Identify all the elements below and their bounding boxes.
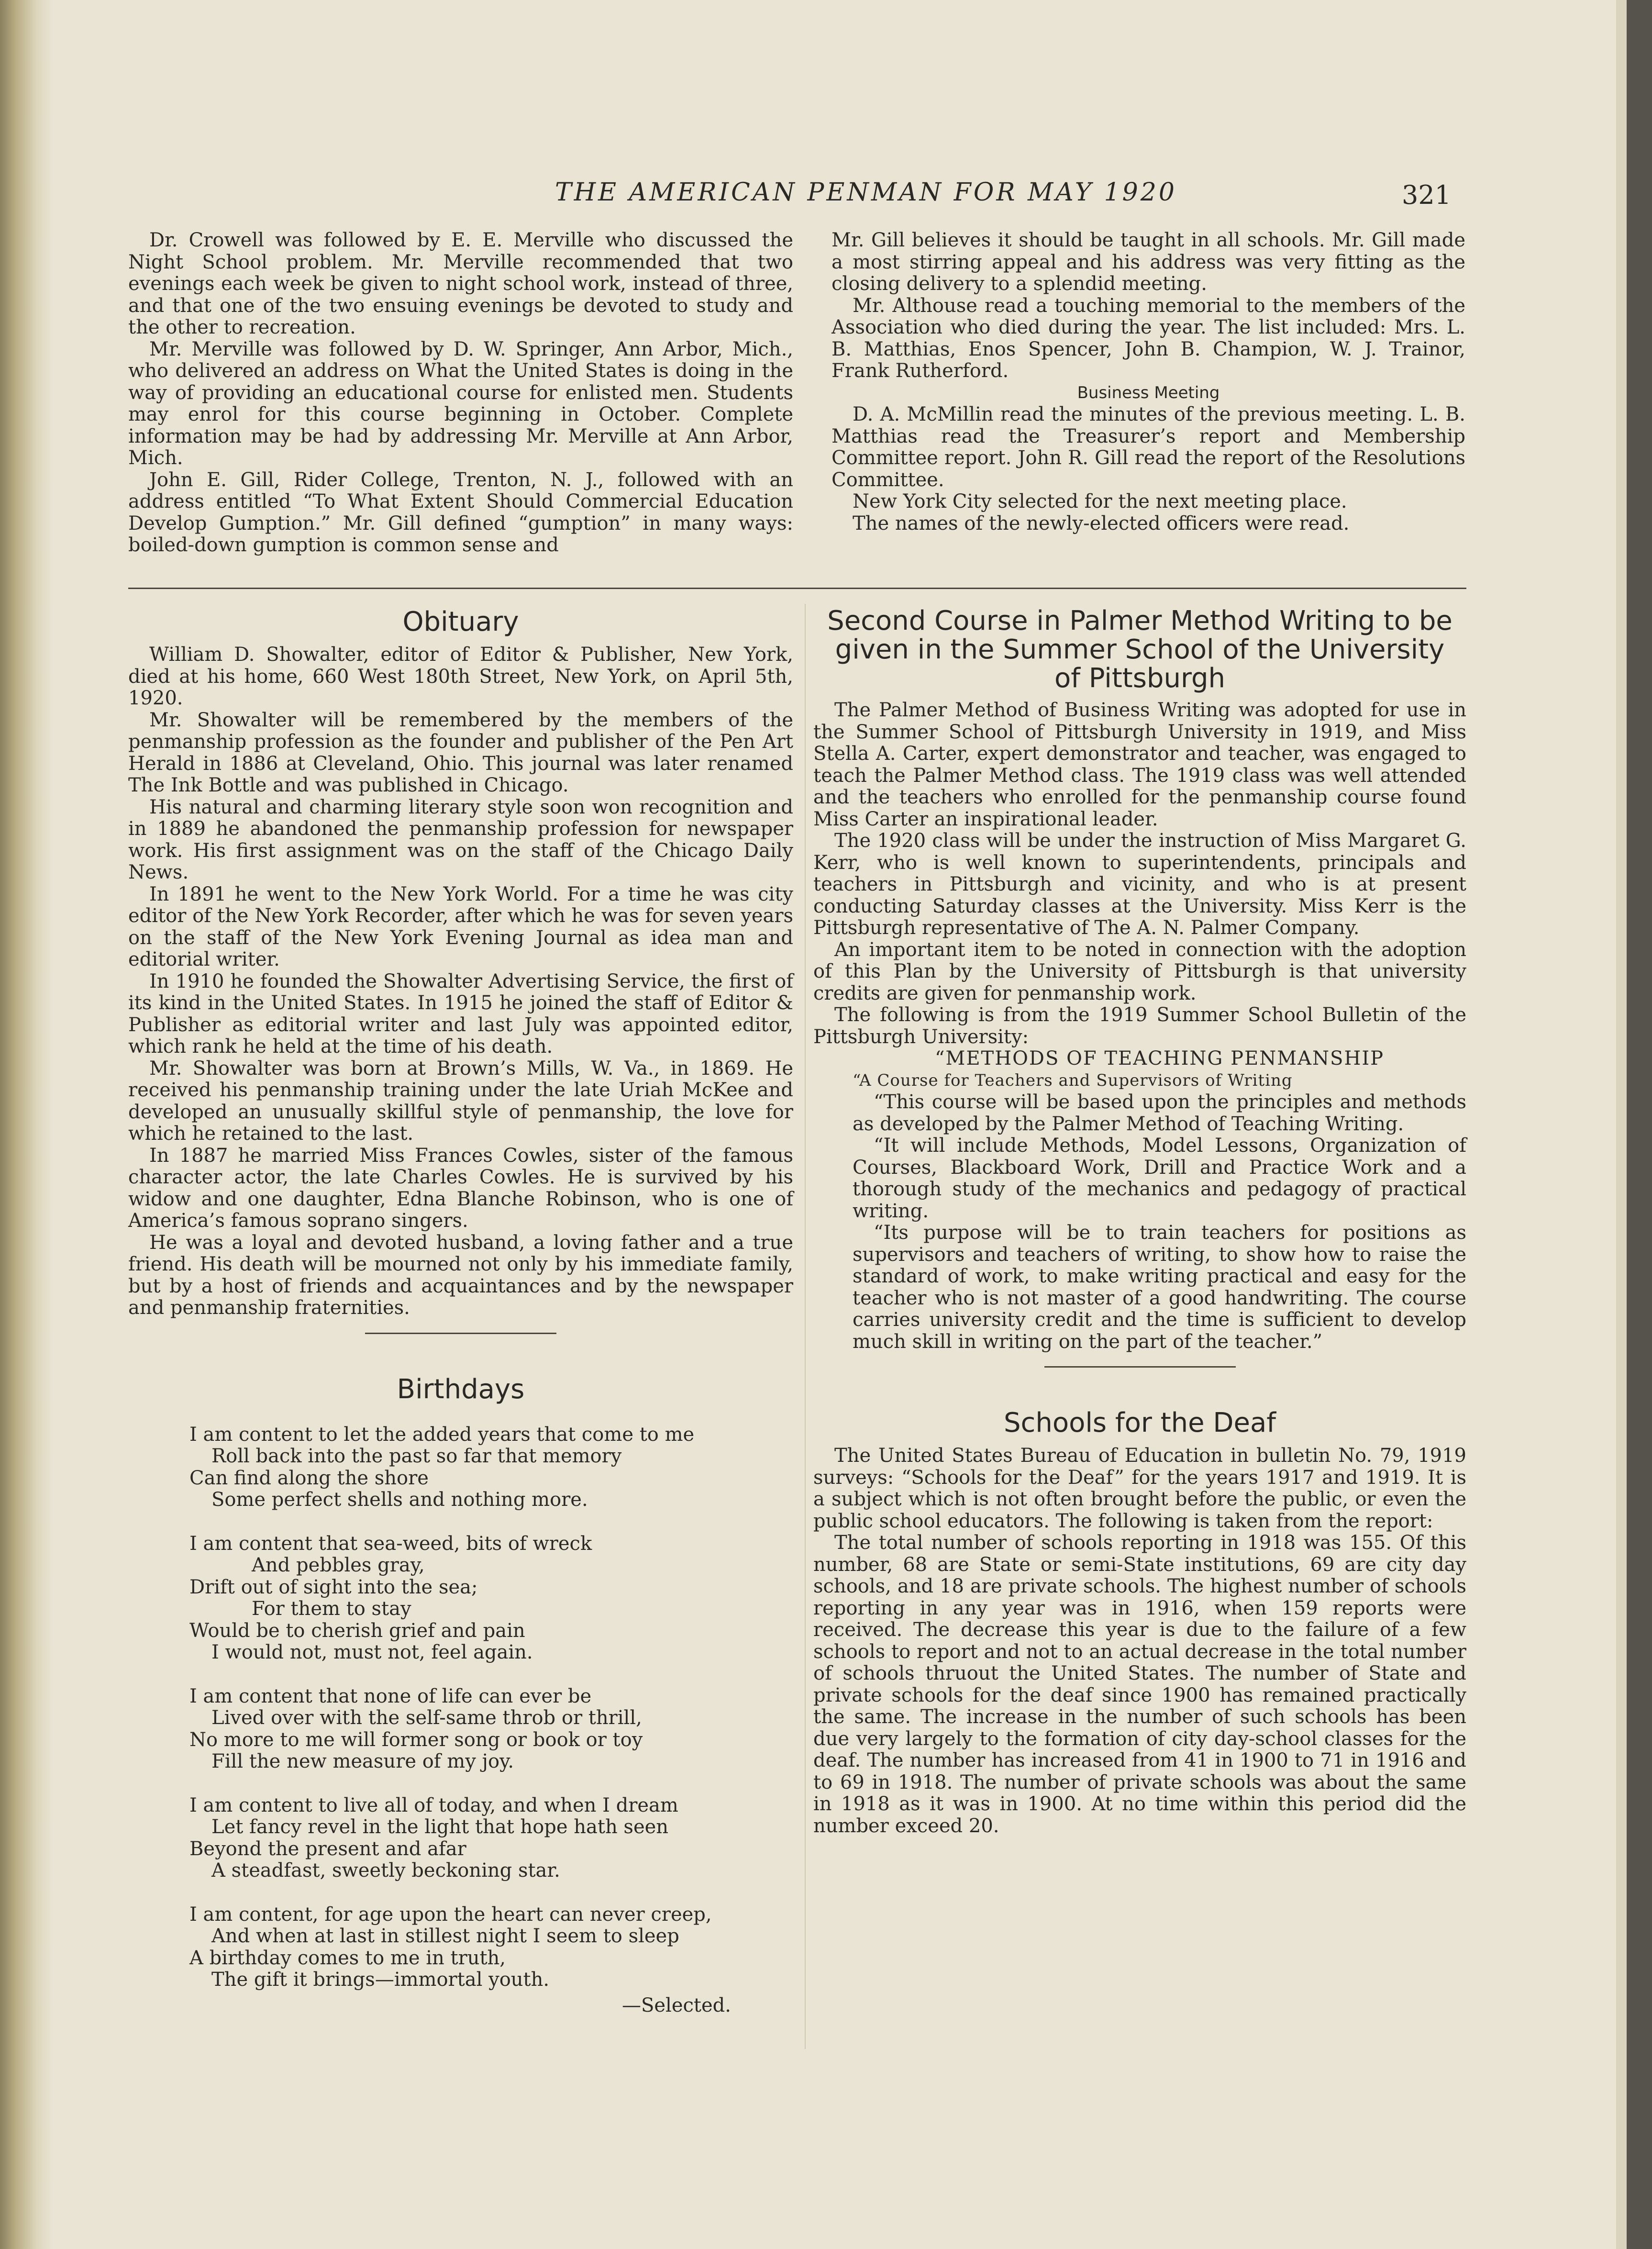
poem-line: Let fancy revel in the light that hope hath seen [211, 1816, 669, 1838]
poem-line: And when at last in stillest night I seem to sleep [211, 1925, 679, 1947]
paragraph: William D. Showalter, editor of Editor & Publisher, New York, died at his home, 660 West 180th Street, New York, on April 5th, 1920. [128, 644, 793, 709]
poem-stanza [189, 1533, 793, 1664]
poem-line: Fill the new measure of my joy. [211, 1750, 514, 1772]
paragraph: In 1910 he founded the Showalter Advertising Service, the first of its kind in the United States. In 1915 he joined the staff of Editor & Publisher as editorial writer and last July was appointed editor, which rank he held at the time of his death. [128, 970, 793, 1058]
paragraph: “This course will be based upon the principles and methods as developed by the Palmer Method of Teaching Writing. [853, 1091, 1466, 1135]
paragraph: His natural and charming literary style soon won recognition and in 1889 he abandoned the penmanship profession for newspaper work. His first assignment was on the staff of the Chicago Daily News. [128, 796, 793, 883]
poem-line: And pebbles gray, [252, 1554, 425, 1576]
palmer-deaf-column [813, 607, 1466, 1837]
poem-line: A birthday comes to me in truth, [189, 1947, 506, 1969]
deaf-schools-title: Schools for the Deaf [1004, 1407, 1276, 1438]
poem-line: I am content to live all of today, and when I dream [189, 1794, 678, 1816]
page-edge [1616, 0, 1627, 2249]
quote-subheading: “A Course for Teachers and Supervisors of Writing [853, 1070, 1293, 1090]
paragraph: Mr. Althouse read a touching memorial to the members of the Association who died during the year. The list included: Mrs. L. B. Matthias, Enos Spencer, John B. Champion, W. J. Trainor, Frank Rutherford. [832, 294, 1465, 382]
poem-stanza [189, 1904, 793, 1991]
birthdays-title: Birthdays [397, 1373, 525, 1405]
poem-attribution: —Selected. [621, 1994, 731, 2016]
poem-line: Drift out of sight into the sea; [189, 1576, 478, 1598]
paragraph: He was a loyal and devoted husband, a loving father and a true friend. His death will be mourned not only by his immediate family, but by a host of friends and acquaintances and by the newspaper and penmanship fraternities. [128, 1231, 793, 1319]
poem-line: I am content that none of life can ever be [189, 1685, 592, 1707]
poem-line: I am content that sea-weed, bits of wreck [189, 1532, 592, 1555]
poem-line: Can find along the shore [189, 1467, 429, 1489]
column-divider [805, 604, 806, 2049]
paragraph: The total number of schools reporting in 1918 was 155. Of this number, 68 are State or semi-State institutions, 69 are city day schools, and 18 are private schools. The highest number of schools reporting in any year was in 1916, when 159 reports were received. The decrease this year is due to the failure of a few schools to report and not to an actual decrease in the total number of schools thruout the United States. The number of State and private schools for the deaf since 1900 has remained practically the same. The increase in the number of such schools has been due very largely to the formation of city day-school classes for the deaf. The number has increased from 41 in 1900 to 71 in 1916 and to 69 in 1918. The number of private schools was about the same in 1918 as it was in 1900. At no time within this period did the number exceed 20. [813, 1532, 1466, 1837]
poem-line: A steadfast, sweetly beckoning star. [211, 1859, 560, 1882]
poem-line: Lived over with the self-same throb or thrill, [211, 1707, 642, 1729]
obituary-birthdays-column [128, 607, 793, 2016]
second-course-title: Second Course in Palmer Method Writing to be given in the Summer School of the University of Pittsburgh [827, 605, 1452, 694]
business-meeting-heading: Business Meeting [1077, 383, 1220, 402]
paragraph: Mr. Showalter will be remembered by the members of the penmanship profession as the founder and publisher of the Pen Art Herald in 1886 at Cleveland, Ohio. This journal was later renamed The Ink Bottle and was published in Chicago. [128, 709, 793, 796]
poem-line: Beyond the present and afar [189, 1837, 466, 1860]
short-divider [1044, 1366, 1236, 1368]
poem-line: I am content to let the added years that come to me [189, 1423, 695, 1446]
short-divider [365, 1333, 556, 1334]
paragraph: Mr. Gill believes it should be taught in all schools. Mr. Gill made a most stirring appeal and his address was very fitting as the closing delivery to a splendid meeting. [832, 229, 1465, 295]
poem-line: I am content, for age upon the heart can never creep, [189, 1903, 712, 1926]
binding-shadow [0, 0, 53, 2249]
meeting-report-right-column [832, 230, 1465, 534]
poem-stanza [189, 1424, 793, 1511]
paragraph: In 1891 he went to the New York World. For a time he was city editor of the New York Recorder, after which he was for seven years on the staff of the New York Evening Journal as idea man and editorial writer. [128, 883, 793, 970]
section-divider [128, 588, 1466, 589]
poem-line: Roll back into the past so far that memory [211, 1445, 622, 1467]
paragraph: The Palmer Method of Business Writing was adopted for use in the Summer School of Pittsburgh University in 1919, and Miss Stella A. Carter, expert demonstrator and teacher, was engaged to teach the Palmer Method class. The 1919 class was well attended and the teachers who enrolled for the penmanship course found Miss Carter an inspirational leader. [813, 699, 1466, 830]
paragraph: The United States Bureau of Education in bulletin No. 79, 1919 surveys: “Schools for the Deaf” for the years 1917 and 1919. It is a subject which is not often brought before the public, or even the public school educators. The following is taken from the report: [813, 1445, 1466, 1532]
paragraph: New York City selected for the next meeting place. [853, 490, 1347, 512]
paragraph: Dr. Crowell was followed by E. E. Merville who discussed the Night School problem. Mr. Merville recommended that two evenings each week be given to night school work, instead of three, and that one of the two ensuing evenings be devoted to study and the other to recreation. [128, 229, 793, 338]
quote-heading: “METHODS OF TEACHING PENMANSHIP [934, 1047, 1385, 1069]
paragraph: D. A. McMillin read the minutes of the previous meeting. L. B. Matthias read the Treasurer’s report and Membership Committee report. John R. Gill read the report of the Resolutions Committee. [832, 403, 1465, 491]
paragraph: Mr. Showalter was born at Brown’s Mills, W. Va., in 1869. He received his penmanship training under the late Uriah McKee and developed an unusually skillful style of penmanship, the love for which he retained to the last. [128, 1057, 793, 1145]
poem-stanza [189, 1795, 793, 1882]
bulletin-quote [853, 1048, 1466, 1353]
paragraph: An important item to be noted in connection with the adoption of this Plan by the University of Pittsburgh is that university credits are given for penmanship work. [813, 938, 1466, 1004]
poem-line: For them to stay [252, 1598, 411, 1620]
paragraph: In 1887 he married Miss Frances Cowles, sister of the famous character actor, the late Charles Cowles. He is survived by his widow and one daughter, Edna Blanche Robinson, who is one of America’s famous soprano singers. [128, 1144, 793, 1232]
paragraph: The following is from the 1919 Summer School Bulletin of the Pittsburgh University: [813, 1004, 1466, 1048]
poem-line: Some perfect shells and nothing more. [211, 1489, 588, 1511]
running-head: THE AMERICAN PENMAN FOR MAY 1920 [555, 178, 1177, 207]
poem-line: I would not, must not, feel again. [211, 1641, 533, 1663]
poem-line: The gift it brings—immortal youth. [211, 1969, 550, 1991]
paragraph: The 1920 class will be under the instruction of Miss Margaret G. Kerr, who is well known to superintendents, principals and teachers in Pittsburgh and vicinity, and who is at present conducting Saturday classes at the University. Miss Kerr is the Pittsburgh representative of The A. N. Palmer Company. [813, 830, 1466, 939]
paragraph: John E. Gill, Rider College, Trenton, N. J., followed with an address entitled “To What Extent Should Commercial Education Develop Gumption.” Mr. Gill defined “gumption” in many ways: boiled-down gumption is common sense and [128, 468, 793, 556]
obituary-title: Obituary [402, 606, 519, 637]
poem-line: No more to me will former song or book or toy [189, 1728, 643, 1751]
birthdays-poem [189, 1424, 793, 1991]
paragraph: Mr. Merville was followed by D. W. Springer, Ann Arbor, Mich., who delivered an address on What the United States is doing in the way of providing an educational course for enlisted men. Students may enrol for this course beginning in October. Complete information may be had by addressing Mr. Merville at Ann Arbor, Mich. [128, 338, 793, 469]
page-number: 321 [1402, 180, 1452, 210]
paragraph: “Its purpose will be to train teachers for positions as supervisors and teachers of writing, to show how to raise the standard of work, to make writing practical and easy for the teacher who is not master of a good handwriting. The course carries university credit and the time is sufficient to develop much skill in writing on the part of the teacher.” [853, 1222, 1466, 1353]
poem-line: Would be to cherish grief and pain [189, 1619, 525, 1642]
paragraph: The names of the newly-elected officers were read. [853, 512, 1350, 534]
paragraph: “It will include Methods, Model Lessons, Organization of Courses, Blackboard Work, Drill and Practice Work and a thorough study of the mechanics and pedagogy of practical writing. [853, 1135, 1466, 1222]
poem-stanza [189, 1686, 793, 1773]
meeting-report-left-column [128, 230, 793, 557]
